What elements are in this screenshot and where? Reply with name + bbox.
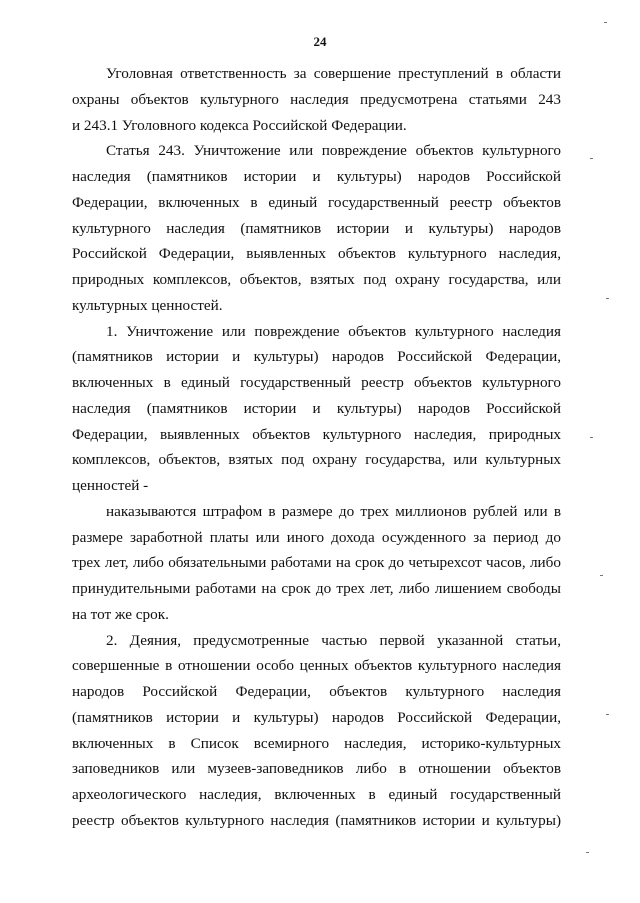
text-line: народов Российской Федерации, объектов культурного наследия — [72, 683, 561, 700]
text-line: комплексов, объектов, взятых под охрану государства, или культурных — [72, 451, 561, 469]
text-line: включенных в Список всемирного наследия, историко-культурных — [72, 734, 561, 752]
text-line: наследия (памятников истории и культуры) народов Российской — [72, 168, 561, 185]
text-line: Уголовная ответственность за совершение преступлений в области — [106, 65, 561, 82]
text-line: совершенные в отношении особо ценных объектов культурного наследия — [72, 657, 561, 675]
text-line: размере заработной платы или иного дохода осужденного за период до — [72, 528, 561, 546]
text-line: Федерации, включенных в единый государственный реестр объектов — [72, 193, 561, 211]
text-line: реестр объектов культурного наследия (памятников истории и культуры) — [72, 811, 561, 829]
text-line: ценностей - — [72, 477, 149, 494]
text-line: трех лет, либо обязательными работами на срок до четырехсот часов, либо — [72, 554, 561, 572]
text-line: 1. Уничтожение или повреждение объектов культурного наследия — [106, 322, 561, 340]
scan-speck — [600, 575, 603, 576]
text-line: Федерации, выявленных объектов культурного наследия, природных — [72, 425, 561, 443]
text-line: включенных в единый государственный реестр объектов культурного — [72, 374, 561, 391]
page-number: 24 — [313, 34, 327, 49]
scan-speck — [606, 298, 609, 299]
text-line: Статья 243. Уничтожение или повреждение объектов культурного — [106, 142, 561, 160]
text-line: природных комплексов, объектов, взятых под охрану государства, или — [72, 271, 561, 288]
scan-speck — [590, 158, 593, 159]
text-line: и 243.1 Уголовного кодекса Российской Федерации. — [72, 116, 407, 134]
scan-speck — [606, 714, 609, 715]
scan-speck — [604, 22, 607, 23]
text-line: 2. Деяния, предусмотренные частью первой указанной статьи, — [106, 631, 561, 649]
text-line: принудительными работами на срок до трех лет, либо лишением свободы — [72, 580, 561, 597]
text-line: (памятников истории и культуры) народов Российской Федерации, — [72, 708, 561, 726]
scan-speck — [590, 437, 593, 438]
scan-speck — [586, 852, 589, 853]
text-line: Российской Федерации, выявленных объектов культурного наследия, — [72, 245, 561, 263]
text-line: культурных ценностей. — [72, 296, 223, 314]
text-line: археологического наследия, включенных в единый государственный — [72, 786, 561, 803]
text-line: культурного наследия (памятников истории и культуры) народов — [72, 219, 561, 237]
text-line: (памятников истории и культуры) народов Российской Федерации, — [72, 348, 561, 366]
text-line: наследия (памятников истории и культуры) народов Российской — [72, 399, 561, 417]
text-line: на тот же срок. — [72, 605, 169, 623]
text-line: охраны объектов культурного наследия предусмотрена статьями 243 — [72, 90, 561, 108]
text-line: наказываются штрафом в размере до трех миллионов рублей или в — [106, 502, 561, 520]
text-line: заповедников или музеев-заповедников либо в отношении объектов — [72, 760, 561, 778]
